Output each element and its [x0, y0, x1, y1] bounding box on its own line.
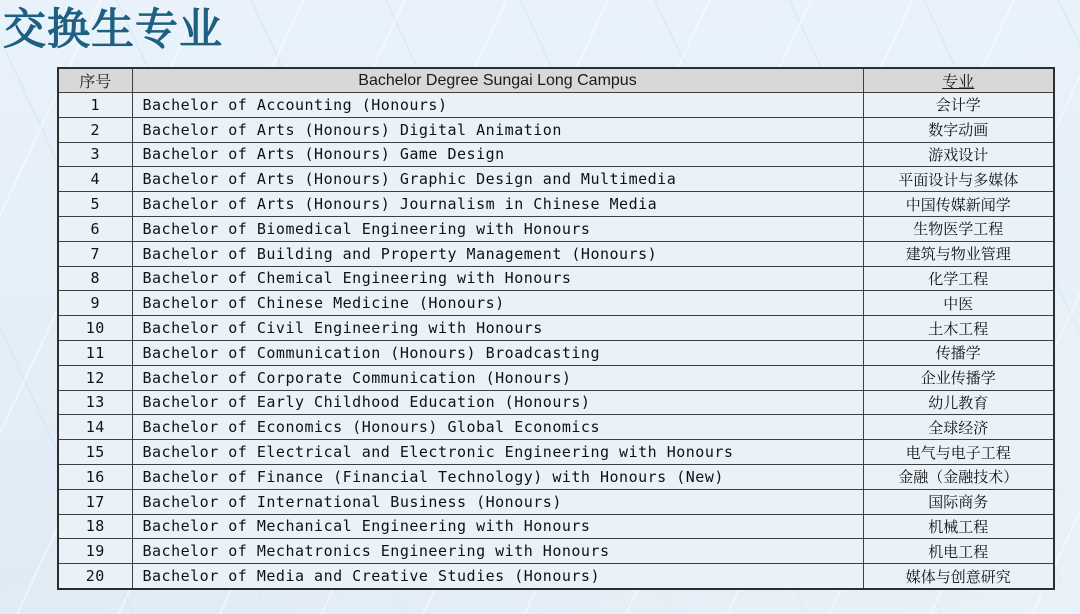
- degree-name-cell: Bachelor of Accounting (Honours): [132, 93, 863, 118]
- row-number-cell: 16: [58, 464, 132, 489]
- degree-name-cell: Bachelor of Arts (Honours) Graphic Design and Multimedia: [132, 167, 863, 192]
- degree-name-cell: Bachelor of Biomedical Engineering with Honours: [132, 216, 863, 241]
- row-number-cell: 15: [58, 440, 132, 465]
- major-name-cell: 机械工程: [863, 514, 1054, 539]
- degree-name-cell: Bachelor of Corporate Communication (Honours): [132, 365, 863, 390]
- degree-name-cell: Bachelor of Arts (Honours) Journalism in Chinese Media: [132, 192, 863, 217]
- table-row: [58, 142, 1054, 167]
- table-row: [58, 117, 1054, 142]
- row-number-cell: 10: [58, 316, 132, 341]
- major-name-cell: 化学工程: [863, 266, 1054, 291]
- major-name-cell: 媒体与创意研究: [863, 564, 1054, 589]
- degree-name-cell: Bachelor of Chinese Medicine (Honours): [132, 291, 863, 316]
- table-body: [58, 93, 1054, 589]
- column-header-index: 序号: [58, 68, 132, 93]
- degree-name-cell: Bachelor of Mechatronics Engineering with Honours: [132, 539, 863, 564]
- major-name-cell: 建筑与物业管理: [863, 241, 1054, 266]
- majors-table: [57, 67, 1055, 590]
- row-number-cell: 4: [58, 167, 132, 192]
- table-row: [58, 93, 1054, 118]
- row-number-cell: 13: [58, 390, 132, 415]
- table-row: [58, 266, 1054, 291]
- column-header-degree: Bachelor Degree Sungai Long Campus: [132, 68, 863, 93]
- major-name-cell: 传播学: [863, 340, 1054, 365]
- major-name-cell: 土木工程: [863, 316, 1054, 341]
- major-name-cell: 生物医学工程: [863, 216, 1054, 241]
- table-row: [58, 291, 1054, 316]
- row-number-cell: 7: [58, 241, 132, 266]
- table-row: [58, 514, 1054, 539]
- major-name-cell: 企业传播学: [863, 365, 1054, 390]
- table-row: [58, 167, 1054, 192]
- table-header-row: [58, 68, 1054, 93]
- page-title: 交换生专业: [3, 5, 223, 55]
- major-name-cell: 幼儿教育: [863, 390, 1054, 415]
- row-number-cell: 3: [58, 142, 132, 167]
- degree-name-cell: Bachelor of Early Childhood Education (Honours): [132, 390, 863, 415]
- degree-name-cell: Bachelor of Communication (Honours) Broadcasting: [132, 340, 863, 365]
- major-name-cell: 数字动画: [863, 117, 1054, 142]
- degree-name-cell: Bachelor of Arts (Honours) Game Design: [132, 142, 863, 167]
- table-row: [58, 415, 1054, 440]
- row-number-cell: 2: [58, 117, 132, 142]
- table-row: [58, 365, 1054, 390]
- row-number-cell: 1: [58, 93, 132, 118]
- row-number-cell: 11: [58, 340, 132, 365]
- major-name-cell: 全球经济: [863, 415, 1054, 440]
- degree-name-cell: Bachelor of Electrical and Electronic Engineering with Honours: [132, 440, 863, 465]
- table-row: [58, 316, 1054, 341]
- row-number-cell: 12: [58, 365, 132, 390]
- degree-name-cell: Bachelor of Mechanical Engineering with Honours: [132, 514, 863, 539]
- table-row: [58, 390, 1054, 415]
- major-name-cell: 国际商务: [863, 489, 1054, 514]
- row-number-cell: 20: [58, 564, 132, 589]
- major-name-cell: 平面设计与多媒体: [863, 167, 1054, 192]
- major-name-cell: 中医: [863, 291, 1054, 316]
- table-row: [58, 192, 1054, 217]
- table-row: [58, 216, 1054, 241]
- row-number-cell: 6: [58, 216, 132, 241]
- degree-name-cell: Bachelor of Finance (Financial Technology) with Honours (New): [132, 464, 863, 489]
- degree-name-cell: Bachelor of International Business (Honours): [132, 489, 863, 514]
- degree-name-cell: Bachelor of Media and Creative Studies (Honours): [132, 564, 863, 589]
- major-name-cell: 会计学: [863, 93, 1054, 118]
- row-number-cell: 18: [58, 514, 132, 539]
- degree-name-cell: Bachelor of Economics (Honours) Global Economics: [132, 415, 863, 440]
- degree-name-cell: Bachelor of Building and Property Management (Honours): [132, 241, 863, 266]
- table-row: [58, 241, 1054, 266]
- degree-name-cell: Bachelor of Chemical Engineering with Honours: [132, 266, 863, 291]
- degree-name-cell: Bachelor of Civil Engineering with Honours: [132, 316, 863, 341]
- row-number-cell: 5: [58, 192, 132, 217]
- table-row: [58, 564, 1054, 589]
- table-row: [58, 464, 1054, 489]
- table-row: [58, 440, 1054, 465]
- column-header-major: 专业: [863, 68, 1054, 93]
- major-name-cell: 电气与电子工程: [863, 440, 1054, 465]
- row-number-cell: 17: [58, 489, 132, 514]
- table-row: [58, 340, 1054, 365]
- degree-name-cell: Bachelor of Arts (Honours) Digital Animation: [132, 117, 863, 142]
- row-number-cell: 14: [58, 415, 132, 440]
- table-row: [58, 539, 1054, 564]
- major-name-cell: 游戏设计: [863, 142, 1054, 167]
- row-number-cell: 8: [58, 266, 132, 291]
- major-name-cell: 机电工程: [863, 539, 1054, 564]
- major-name-cell: 中国传媒新闻学: [863, 192, 1054, 217]
- major-name-cell: 金融（金融技术）: [863, 464, 1054, 489]
- row-number-cell: 9: [58, 291, 132, 316]
- table-row: [58, 489, 1054, 514]
- row-number-cell: 19: [58, 539, 132, 564]
